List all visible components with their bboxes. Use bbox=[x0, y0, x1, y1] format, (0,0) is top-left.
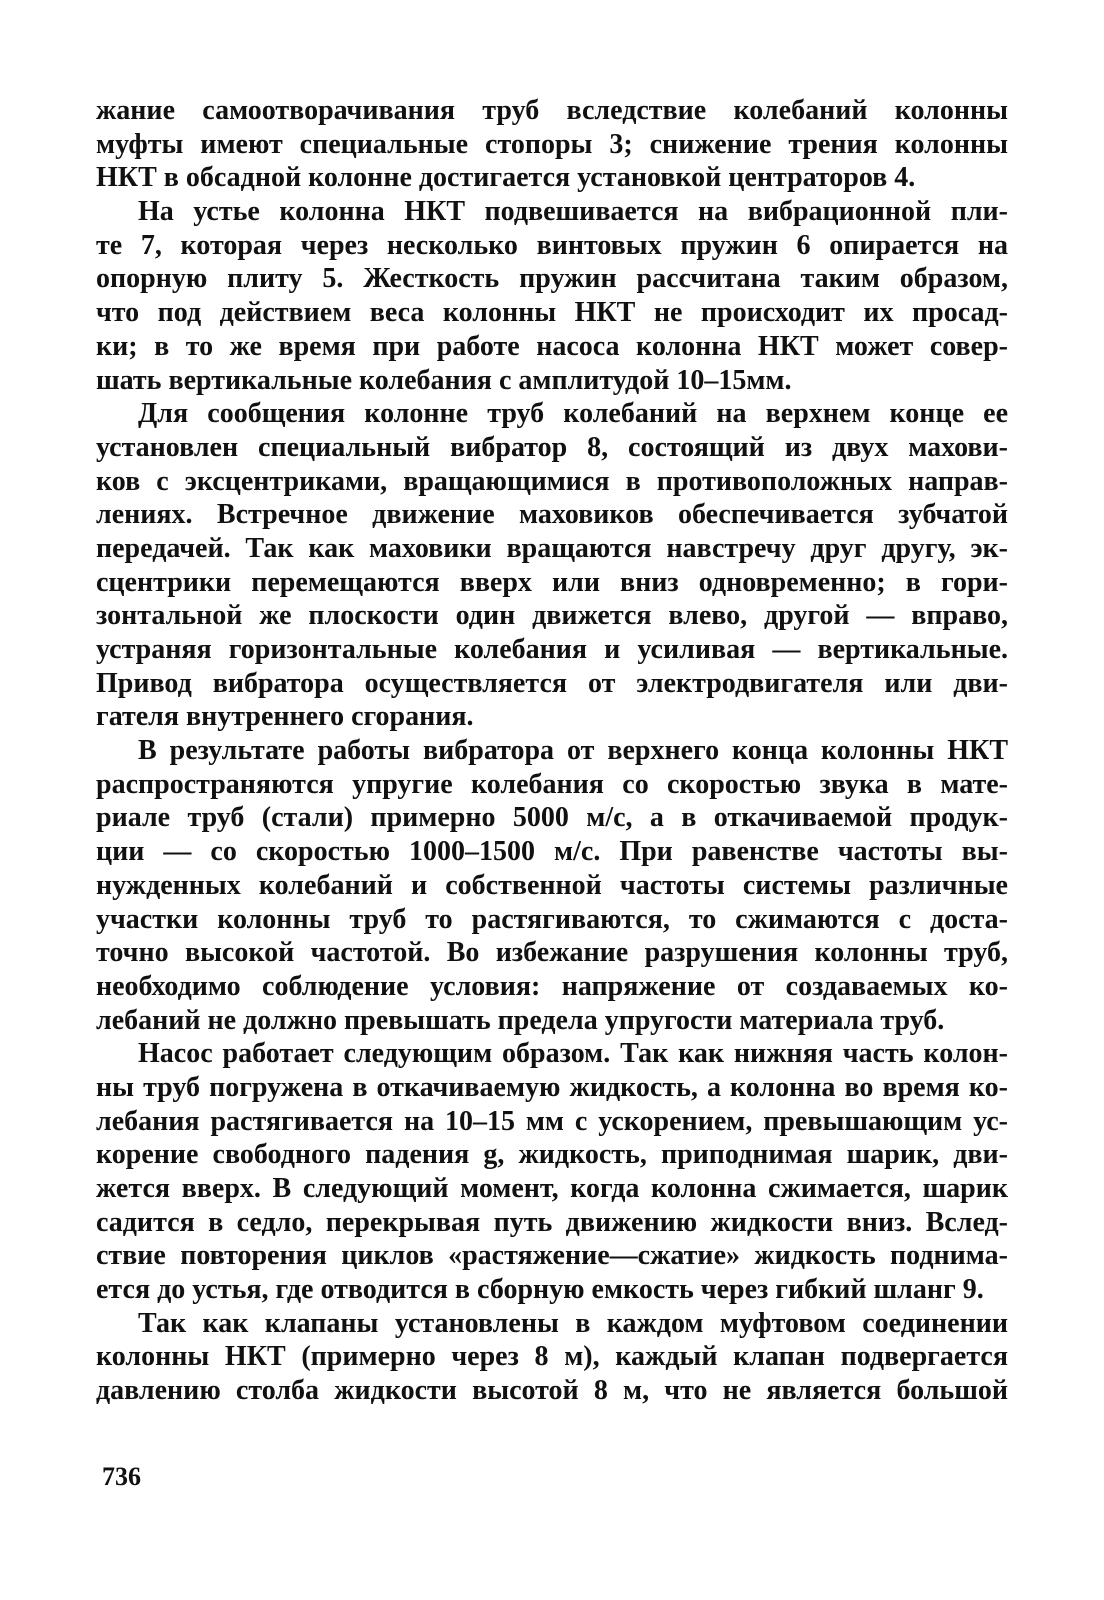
page-number: 736 bbox=[102, 1462, 141, 1491]
text-line: установлен специальный вибратор 8, состоящий из двух махови- bbox=[96, 431, 1008, 463]
text-line: нужденных колебаний и собственной частоты системы различные bbox=[96, 869, 1008, 901]
text-line: ны труб погружена в откачиваемую жидкость, а колонна во время ко- bbox=[96, 1071, 1008, 1103]
text-line: ется до устья, где отводится в сборную емкость через гибкий шланг 9. bbox=[96, 1274, 984, 1306]
text-line: опорную плиту 5. Жесткость пружин рассчитана таким образом, bbox=[96, 263, 1008, 295]
text-line: колонны НКТ (примерно через 8 м), каждый клапан подвергается bbox=[96, 1341, 1008, 1373]
text-line: участки колонны труб то растягиваются, то сжимаются с доста- bbox=[96, 903, 1008, 935]
text-line: жется вверх. В следующий момент, когда колонна сжимается, шарик bbox=[96, 1173, 1008, 1204]
text-line: зонтальной же плоскости один движется влево, другой — вправо, bbox=[96, 600, 1008, 632]
text-line: муфты имеют специальные стопоры 3; снижение трения колонны bbox=[96, 128, 1008, 160]
text-line: В результате работы вибратора от верхнего конца колонны НКТ bbox=[138, 735, 1008, 767]
text-line: садится в седло, перекрывая путь движению жидкости вниз. Вслед- bbox=[96, 1206, 1008, 1238]
text-line: ции — со скоростью 1000–1500 м/с. При равенстве частоты вы- bbox=[96, 836, 1008, 868]
paragraph bbox=[96, 1307, 1008, 1408]
text-line: необходимо соблюдение условия: напряжение от создаваемых ко- bbox=[96, 970, 1008, 1002]
text-line: гателя внутреннего сгорания. bbox=[96, 701, 474, 733]
text-line: Привод вибратора осуществляется от электродвигателя или дви- bbox=[96, 667, 1008, 699]
text-line: ков с эксцентриками, вращающимися в противоположных направ- bbox=[96, 465, 1008, 497]
text-line: те 7, которая через несколько винтовых пружин 6 опирается на bbox=[96, 229, 1008, 261]
text-line: передачей. Так как маховики вращаются навстречу друг другу, эк- bbox=[96, 532, 1008, 564]
text-line: ки; в то же время при работе насоса колонна НКТ может совер- bbox=[96, 330, 1008, 362]
text-line: шать вертикальные колебания с амплитудой 10–15мм. bbox=[96, 364, 792, 396]
text-line: сцентрики перемещаются вверх или вниз одновременно; в гори- bbox=[96, 566, 1008, 598]
text-line: ствие повторения циклов «растяжение—сжатие» жидкость поднима- bbox=[96, 1240, 1008, 1272]
text-line: Насос работает следующим образом. Так как нижняя часть колон- bbox=[138, 1038, 1008, 1070]
paragraph bbox=[96, 94, 1008, 195]
page-body bbox=[96, 94, 1008, 1408]
text-line: давлению столба жидкости высотой 8 м, что не является большой bbox=[96, 1375, 1008, 1407]
text-line: лебаний не должно превышать предела упругости материала труб. bbox=[96, 1004, 945, 1036]
text-line: жание самоотворачивания труб вследствие колебаний колонны bbox=[96, 95, 1008, 126]
text-line: корение свободного падения g, жидкость, приподнимая шарик, дви- bbox=[96, 1139, 1008, 1171]
text-line: риале труб (стали) примерно 5000 м/с, а в откачиваемой продук- bbox=[96, 802, 1008, 834]
text-line: лебания растягивается на 10–15 мм с ускорением, превышающим ус- bbox=[96, 1105, 1008, 1137]
paragraph bbox=[96, 734, 1008, 1037]
paragraph bbox=[96, 195, 1008, 397]
text-line: НКТ в обсадной колонне достигается установкой центраторов 4. bbox=[96, 162, 916, 194]
paragraph bbox=[96, 397, 1008, 734]
text-line: распространяются упругие колебания со скоростью звука в мате- bbox=[96, 768, 1008, 800]
paragraph bbox=[96, 1037, 1008, 1307]
text-line: Так как клапаны установлены в каждом муфтовом соединении bbox=[138, 1307, 1008, 1339]
text-line: что под действием веса колонны НКТ не происходит их просад- bbox=[96, 297, 1008, 329]
text-line: устраняя горизонтальные колебания и усиливая — вертикальные. bbox=[96, 634, 1008, 665]
text-line: На устье колонна НКТ подвешивается на вибрационной пли- bbox=[138, 196, 1008, 228]
text-line: точно высокой частотой. Во избежание разрушения колонны труб, bbox=[96, 937, 1008, 969]
text-line: Для сообщения колонне труб колебаний на верхнем конце ее bbox=[138, 398, 1008, 430]
text-line: лениях. Встречное движение маховиков обеспечивается зубчатой bbox=[96, 499, 1008, 531]
